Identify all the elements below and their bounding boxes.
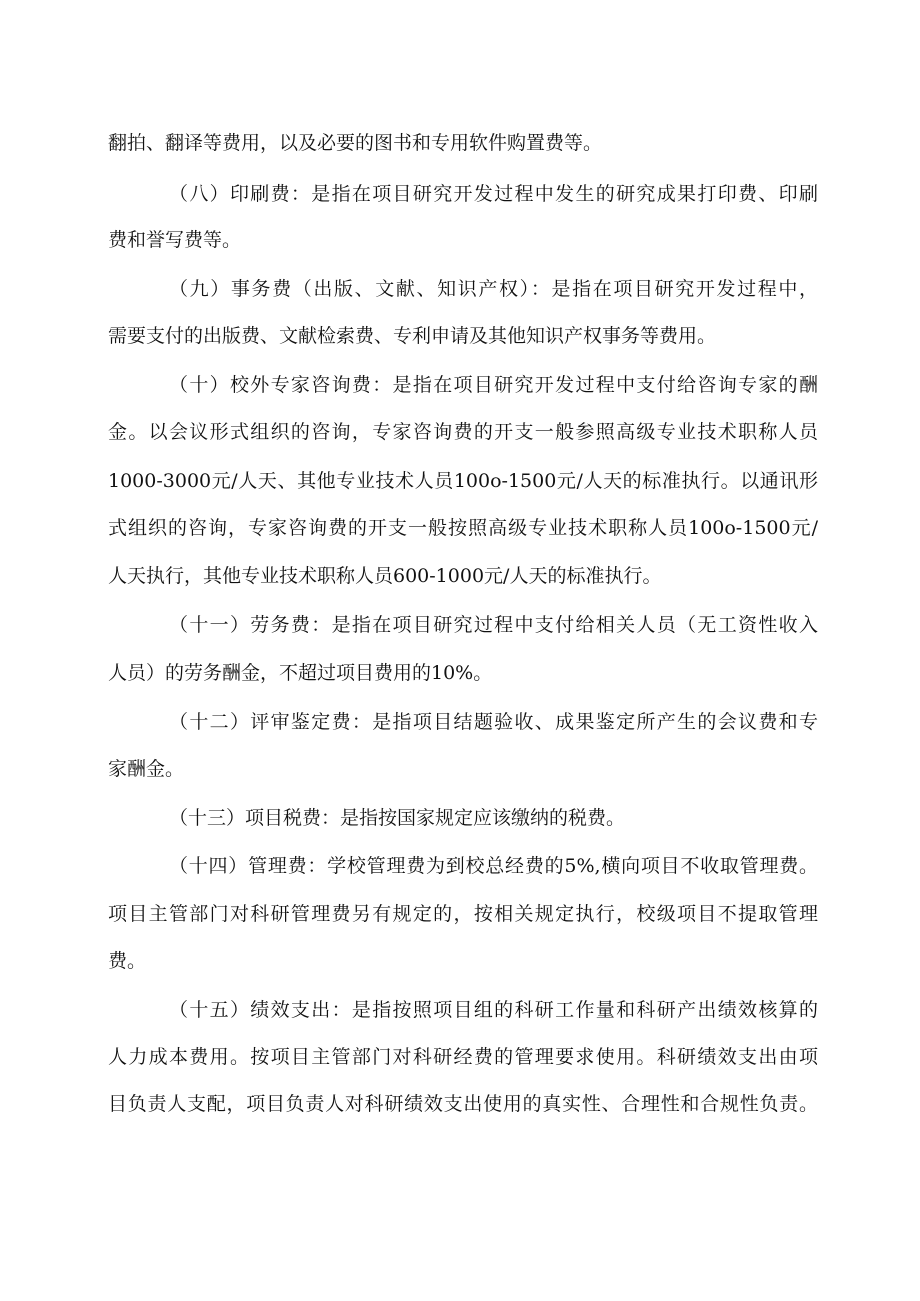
paragraph-12-line-1: （十二）评审鉴定费：是指项目结题验收、成果鉴定所产生的会议费和专 (169, 711, 818, 733)
paragraph-9-line-1: （九）事务费（出版、文献、知识产权）：是指在项目研究开发过程中， (169, 278, 818, 300)
paragraph-13-line-1: （十三）项目税费：是指按国家规定应该缴纳的税费。 (169, 807, 626, 829)
paragraph-10-line-5: 人天执行，其他专业技术职称人员600-1000元/人天的标准执行。 (108, 565, 662, 587)
paragraph-15-line-3: 目负责人支配，项目负责人对科研绩效支出使用的真实性、合理性和合规性负责。 (108, 1093, 818, 1115)
paragraph-15-line-2: 人力成本费用。按项目主管部门对科研经费的管理要求使用。科研绩效支出由项 (108, 1046, 818, 1068)
paragraph-10-line-2: 金。以会议形式组织的咨询，专家咨询费的开支一般参照高级专业技术职称人员 (108, 421, 818, 443)
paragraph-15-line-1: （十五）绩效支出：是指按照项目组的科研工作量和科研产出绩效核算的 (169, 999, 818, 1021)
paragraph-14-line-3: 费。 (108, 950, 147, 972)
paragraph-10-line-3: 1000-3000元/人天、其他专业技术人员100o-1500元/人天的标准执行。以通讯形 (108, 470, 818, 492)
paragraph-12-line-2: 家酬金。 (108, 758, 185, 780)
paragraph-9-line-2: 需要支付的出版费、文献检索费、专利申请及其他知识产权事务等费用。 (108, 325, 717, 347)
paragraph-14-line-2: 项目主管部门对科研管理费另有规定的，按相关规定执行，校级项目不提取管理 (108, 903, 818, 925)
paragraph-10-line-1: （十）校外专家咨询费：是指在项目研究开发过程中支付给咨询专家的酬 (169, 374, 818, 396)
paragraph-11-line-1: （十一）劳务费：是指在项目研究过程中支付给相关人员（无工资性收入 (169, 614, 818, 636)
paragraph-8-line-2: 费和誉写费等。 (108, 229, 242, 251)
paragraph-10-line-4: 式组织的咨询，专家咨询费的开支一般按照高级专业技术职称人员100o-1500元/ (108, 517, 818, 539)
text-line: 翻拍、翻译等费用，以及必要的图书和专用软件购置费等。 (108, 132, 603, 154)
paragraph-11-line-2: 人员）的劳务酬金，不超过项目费用的10%。 (108, 662, 493, 684)
paragraph-8-line-1: （八）印刷费：是指在项目研究开发过程中发生的研究成果打印费、印刷 (169, 183, 818, 205)
paragraph-14-line-1: （十四）管理费：学校管理费为到校总经费的5%,横向项目不收取管理费。 (169, 855, 818, 877)
